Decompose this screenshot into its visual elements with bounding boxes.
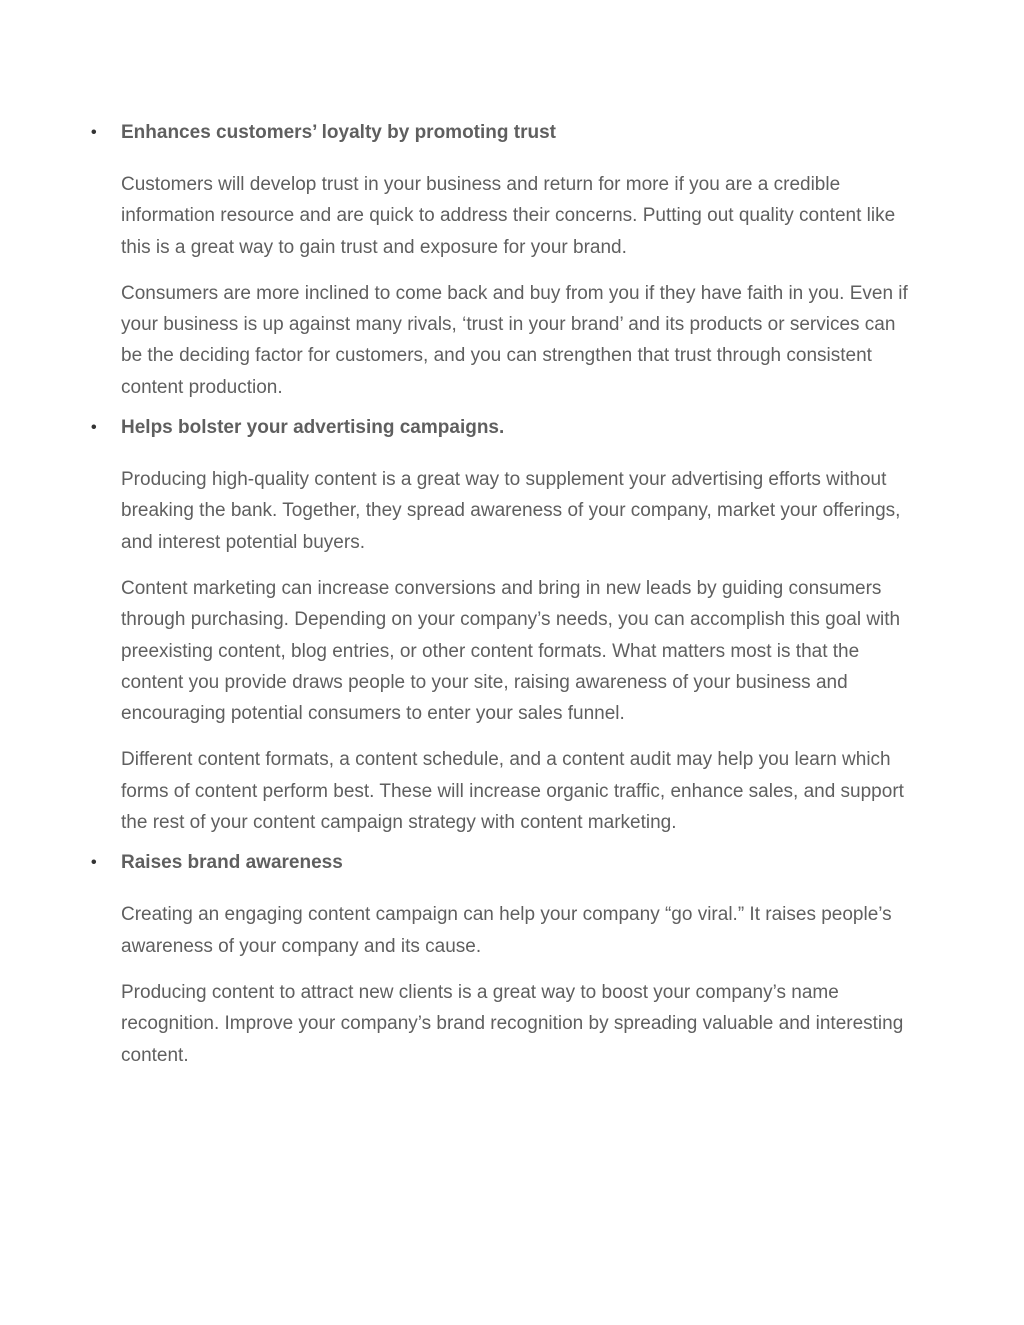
paragraph: Customers will develop trust in your business and return for more if you are a credible information resource and are quick to address their concerns. Putting out quality content like this is a great way to gain trust and exposure for your brand. [121, 174, 896, 258]
section-loyalty [91, 120, 911, 403]
paragraph: Producing content to attract new clients is a great way to boost your company’s name recognition. Improve your company’s brand recognition by spreading valuable and interesting content. [121, 981, 904, 1066]
section-brand-awareness [91, 850, 911, 1070]
paragraph: Consumers are more inclined to come back and buy from you if they have faith in you. Even if your business is up against many rivals, ‘trust in your brand’ and its products or services can be the deciding factor for customers, and you can strengthen that trust through consistent content production. [121, 282, 908, 398]
paragraph: Different content formats, a content schedule, and a content audit may help you learn which forms of content perform best. These will increase organic traffic, enhance sales, and support the rest of your content campaign strategy with content marketing. [121, 749, 904, 834]
section-heading [91, 850, 911, 876]
section-heading-text: Helps bolster your advertising campaigns. [121, 417, 505, 439]
bullet-icon: • [91, 854, 97, 872]
paragraph: Producing high-quality content is a great way to supplement your advertising efforts without breaking the bank. Together, they spread awareness of your company, market your offerings, and interest potential buyers. [121, 469, 901, 553]
section-advertising [91, 415, 911, 838]
bullet-icon: • [91, 419, 97, 437]
document-body [91, 120, 911, 1086]
section-heading [91, 120, 911, 146]
section-heading-text: Enhances customers’ loyalty by promoting trust [121, 122, 556, 143]
bullet-icon: • [91, 124, 97, 141]
paragraph: Content marketing can increase conversions and bring in new leads by guiding consumers through purchasing. Depending on your company’s needs, you can accomplish this goal with preexisting content, blog entries, or other content formats. What matters most is that the content you provide draws people to your site, raising awareness of your business and encouraging potential consumers to enter your sales funnel. [121, 577, 901, 725]
section-heading-text: Raises brand awareness [121, 852, 343, 874]
paragraph: Creating an engaging content campaign can help your company “go viral.” It raises people’s awareness of your company and its cause. [121, 904, 892, 957]
section-heading [91, 415, 911, 441]
